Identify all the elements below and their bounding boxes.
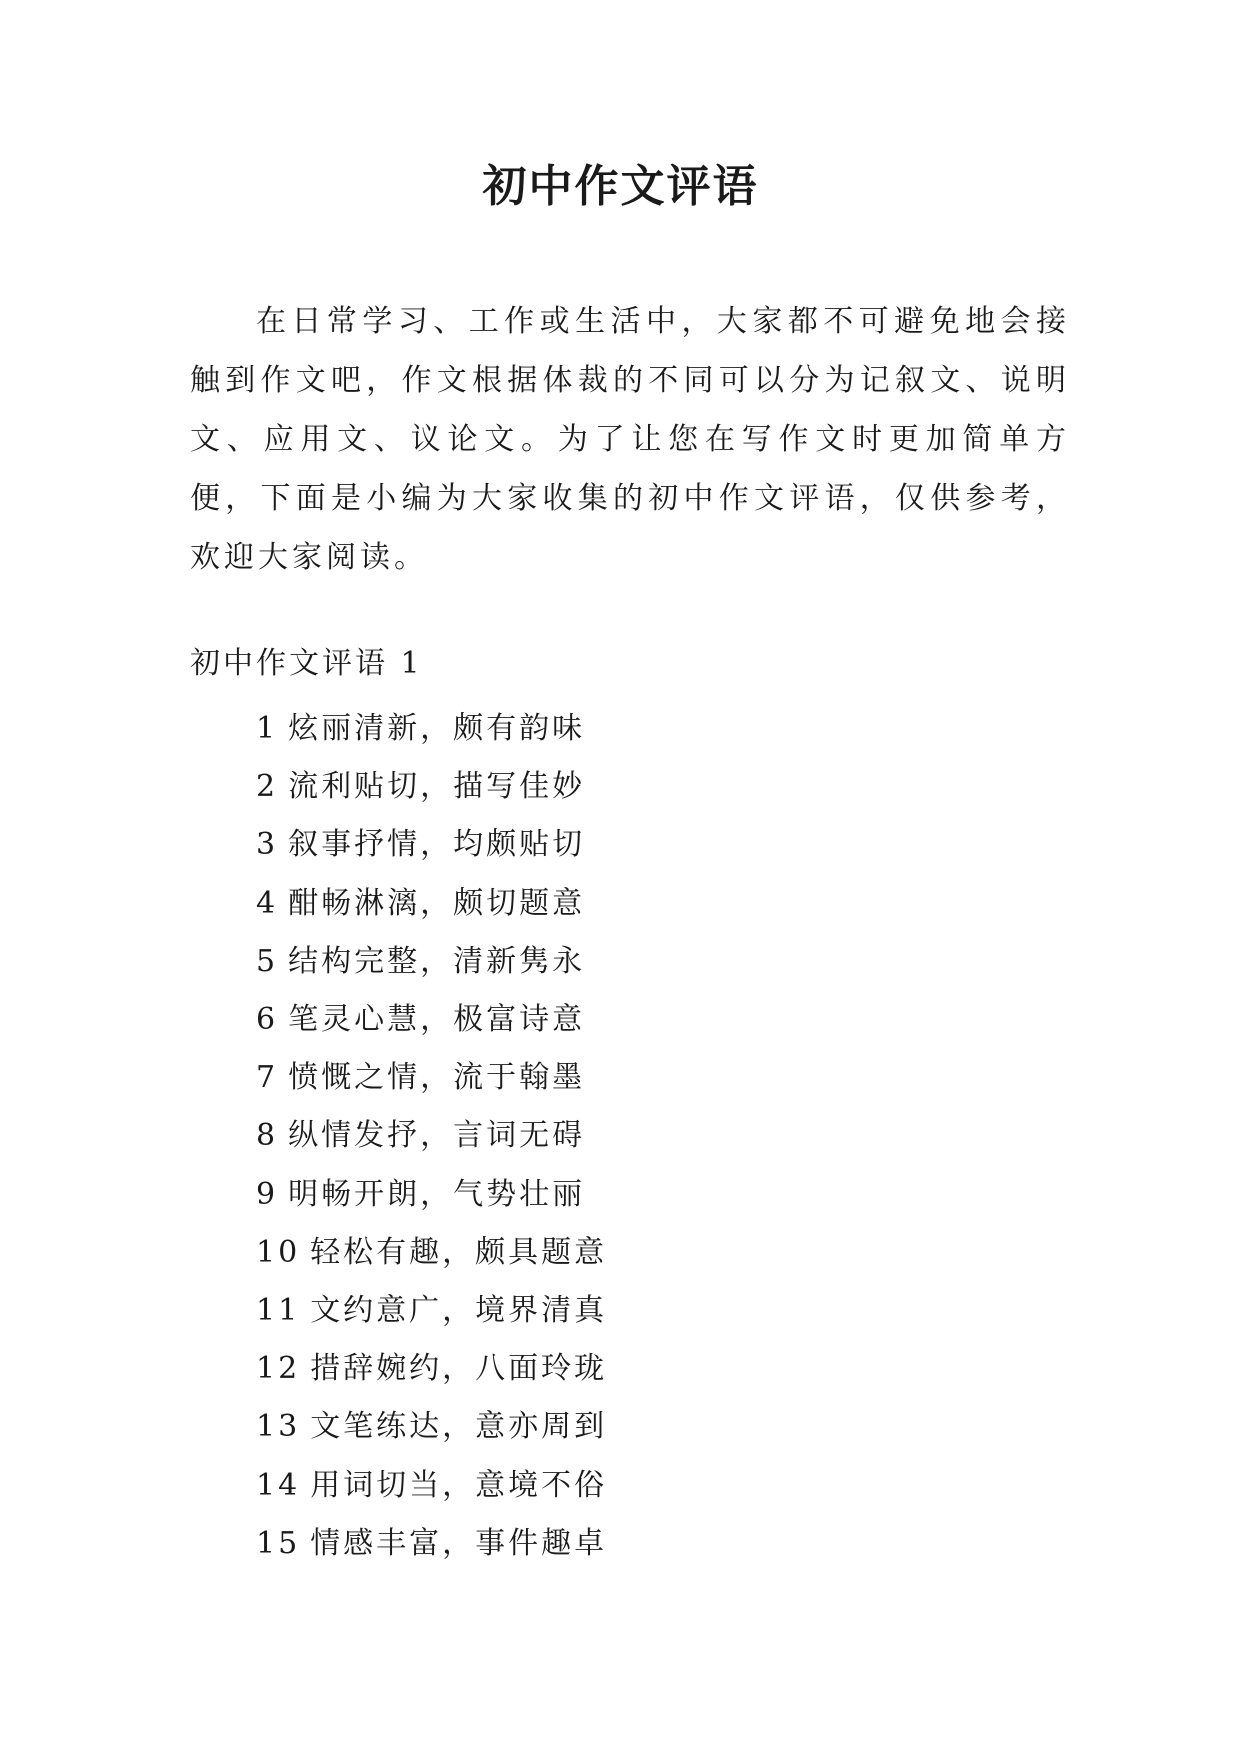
item-text: 结构完整，清新隽永	[288, 943, 586, 979]
item-text: 愤慨之情，流于翰墨	[288, 1060, 586, 1096]
list-item	[256, 991, 607, 1049]
item-text: 纵情发抒，言词无碍	[288, 1118, 586, 1154]
list-item	[256, 1340, 607, 1398]
item-number: 11	[256, 1293, 301, 1329]
item-text: 情感丰富，事件趣卓	[310, 1525, 608, 1561]
item-text: 流利贴切，描写佳妙	[288, 769, 586, 805]
list-item	[256, 1515, 607, 1573]
item-number: 13	[256, 1409, 301, 1445]
item-text: 笔灵心慧，极富诗意	[288, 1002, 586, 1038]
item-text: 文约意广，境界清真	[310, 1293, 608, 1329]
list-item	[256, 1457, 607, 1515]
item-number: 9	[256, 1176, 279, 1212]
item-number: 10	[256, 1234, 301, 1270]
list-item	[256, 1224, 607, 1282]
item-number: 15	[256, 1525, 301, 1561]
item-text: 明畅开朗，气势壮丽	[288, 1176, 586, 1212]
item-text: 酣畅淋漓，颇切题意	[288, 885, 586, 921]
item-number: 14	[256, 1467, 301, 1503]
item-text: 用词切当，意境不俗	[310, 1467, 608, 1503]
item-number: 4	[256, 885, 279, 921]
list-item	[256, 933, 607, 991]
comment-list	[256, 700, 607, 1573]
item-text: 轻松有趣，颇具题意	[310, 1234, 608, 1270]
list-item	[256, 1282, 607, 1340]
list-item	[256, 875, 607, 933]
page-title: 初中作文评语	[482, 161, 759, 212]
item-text: 文笔练达，意亦周到	[310, 1409, 608, 1445]
item-number: 5	[256, 943, 279, 979]
list-item	[256, 758, 607, 816]
list-item	[256, 700, 607, 758]
item-number: 7	[256, 1060, 279, 1096]
item-text: 炫丽清新，颇有韵味	[288, 711, 586, 746]
item-text: 叙事抒情，均颇贴切	[288, 827, 586, 863]
list-item	[256, 1049, 607, 1107]
list-item	[256, 1398, 607, 1456]
item-number: 1	[256, 711, 279, 746]
list-item	[256, 816, 607, 874]
list-item	[256, 1166, 607, 1224]
item-number: 3	[256, 827, 279, 863]
list-item	[256, 1107, 607, 1165]
section-heading: 初中作文评语 1	[190, 646, 423, 681]
item-number: 2	[256, 769, 279, 805]
item-number: 12	[256, 1351, 301, 1387]
item-number: 8	[256, 1118, 279, 1154]
item-text: 措辞婉约，八面玲珑	[310, 1351, 608, 1387]
item-number: 6	[256, 1002, 279, 1038]
intro-paragraph: 在日常学习、工作或生活中，大家都不可避免地会接触到作文吧，作文根据体裁的不同可以分为记叙文、说明文、应用文、议论文。为了让您在写作文时更加简单方便，下面是小编为大家收集的初中作文评语，仅供参考，欢迎大家阅读。	[190, 304, 1070, 575]
